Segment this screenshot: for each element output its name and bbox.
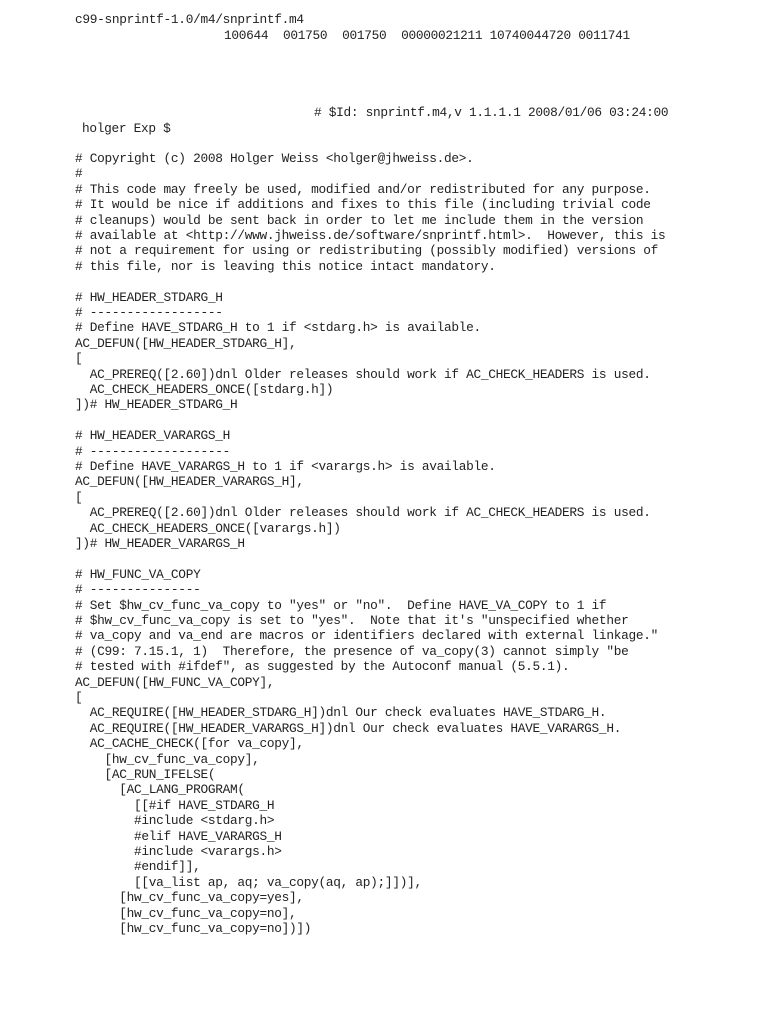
code-line: [hw_cv_func_va_copy=yes], (75, 890, 304, 906)
code-line: # HW_HEADER_VARARGS_H (75, 428, 230, 444)
code-line: [hw_cv_func_va_copy=no], (75, 905, 297, 921)
code-line: AC_PREREQ([2.60])dnl Older releases should work if AC_CHECK_HEADERS is used. (75, 505, 651, 521)
code-line: AC_DEFUN([HW_HEADER_VARARGS_H], (75, 474, 304, 490)
code-line: AC_DEFUN([HW_FUNC_VA_COPY], (75, 674, 275, 690)
code-line: # tested with #ifdef", as suggested by the Autoconf manual (5.5.1). (75, 659, 570, 675)
code-line: # HW_HEADER_STDARG_H (75, 289, 223, 305)
code-line: ])# HW_HEADER_VARARGS_H (75, 536, 245, 551)
code-line: # Copyright (c) 2008 Holger Weiss <holger@jhweiss.de>. (75, 151, 474, 166)
code-line: [[va_list ap, aq; va_copy(aq, ap);]])], (75, 874, 422, 890)
code-line: # (C99: 7.15.1, 1) Therefore, the presence of va_copy(3) cannot simply "be (75, 643, 629, 659)
rcs-id-line: # $Id: snprintf.m4,v 1.1.1.1 2008/01/06 03:24:00 (314, 105, 669, 120)
code-line: # ------------------- (75, 443, 230, 459)
code-line: # ------------------ (75, 305, 223, 320)
code-line: AC_CACHE_CHECK([for va_copy], (75, 736, 304, 752)
code-line: [hw_cv_func_va_copy=no])]) (75, 921, 312, 936)
code-line: # not a requirement for using or redistributing (possibly modified) versions of (75, 243, 658, 259)
code-line: [AC_LANG_PROGRAM( (75, 782, 245, 798)
code-line: # available at <http://www.jhweiss.de/software/snprintf.html>. However, this is (75, 228, 666, 243)
code-line: # Define HAVE_VARARGS_H to 1 if <varargs.h> is available. (75, 459, 496, 474)
code-line: [hw_cv_func_va_copy], (75, 751, 260, 767)
file-metadata: 100644 001750 001750 00000021211 10740044720 0011741 (224, 28, 630, 43)
file-path: c99-snprintf-1.0/m4/snprintf.m4 (75, 12, 304, 27)
rcs-id-continuation: holger Exp $ (82, 121, 171, 136)
code-line: [ (75, 690, 83, 705)
code-line: [ (75, 351, 83, 367)
code-line: AC_CHECK_HEADERS_ONCE([stdarg.h]) (75, 382, 334, 397)
code-line: # $hw_cv_func_va_copy is set to "yes". Note that it's "unspecified whether (75, 613, 629, 628)
code-line: # This code may freely be used, modified and/or redistributed for any purpose. (75, 181, 651, 197)
code-line: #elif HAVE_VARARGS_H (75, 828, 282, 844)
code-line: [AC_RUN_IFELSE( (75, 767, 216, 782)
code-line: # (75, 166, 83, 182)
code-line: # It would be nice if additions and fixes to this file (including trivial code (75, 197, 651, 213)
code-line: #endif]], (75, 859, 201, 875)
code-line: # --------------- (75, 582, 201, 598)
code-line: AC_REQUIRE([HW_HEADER_VARARGS_H])dnl Our check evaluates HAVE_VARARGS_H. (75, 720, 622, 736)
code-line: # va_copy and va_end are macros or identifiers declared with external linkage." (75, 628, 658, 644)
code-line: [[#if HAVE_STDARG_H (75, 797, 275, 813)
code-line: AC_CHECK_HEADERS_ONCE([varargs.h]) (75, 520, 341, 536)
code-line: #include <stdarg.h> (75, 813, 275, 829)
code-line: AC_PREREQ([2.60])dnl Older releases should work if AC_CHECK_HEADERS is used. (75, 366, 651, 382)
code-line: # Set $hw_cv_func_va_copy to "yes" or "no". Define HAVE_VA_COPY to 1 if (75, 597, 607, 613)
code-line: # cleanups) would be sent back in order to let me include them in the version (75, 212, 644, 228)
code-line: # HW_FUNC_VA_COPY (75, 566, 201, 582)
code-line: # this file, nor is leaving this notice intact mandatory. (75, 258, 496, 274)
code-line: #include <varargs.h> (75, 844, 282, 859)
code-line: ])# HW_HEADER_STDARG_H (75, 397, 238, 413)
code-line: [ (75, 489, 83, 505)
code-line: AC_DEFUN([HW_HEADER_STDARG_H], (75, 335, 297, 351)
code-line: AC_REQUIRE([HW_HEADER_STDARG_H])dnl Our check evaluates HAVE_STDARG_H. (75, 705, 607, 721)
code-line: # Define HAVE_STDARG_H to 1 if <stdarg.h> is available. (75, 320, 481, 336)
